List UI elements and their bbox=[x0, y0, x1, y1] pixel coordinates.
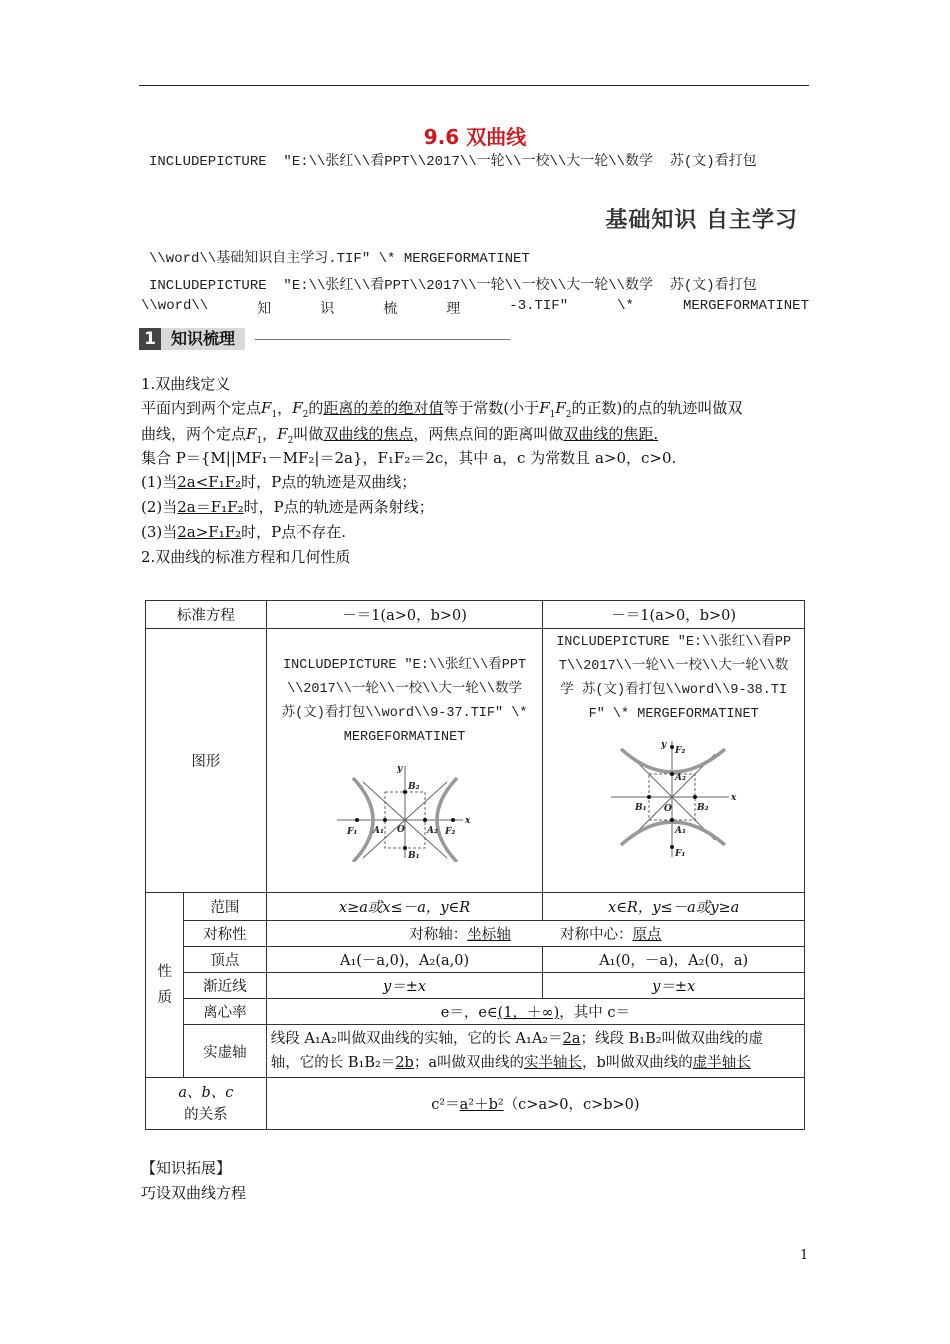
extension-text: 巧设双曲线方程 bbox=[141, 1184, 247, 1202]
section-rule bbox=[255, 339, 510, 340]
point-a2 bbox=[670, 772, 674, 776]
table-row-vertex bbox=[146, 947, 805, 973]
set-definition: 集合 P＝{M||MF₁－MF₂|＝2a}，F₁F₂＝2c，其中 a，c 为常数且 a>0，c>0. bbox=[141, 449, 677, 467]
hyperbola-horizontal-figure bbox=[335, 762, 475, 862]
case-3: (3)当2a>F₁F₂时，P点不存在. bbox=[141, 523, 347, 541]
label-x: x bbox=[730, 793, 737, 803]
label-f2: F₂ bbox=[444, 826, 455, 837]
properties-title: 2.双曲线的标准方程和几何性质 bbox=[141, 548, 351, 566]
asymptote-vertical: y＝±x bbox=[543, 973, 805, 999]
include-field-3: INCLUDEPICTURE "E:\\张红\\看PPT\\2017\\一轮\\一校\\大一轮\\数学 苏(文)看打包 bbox=[149, 278, 757, 294]
hyperbola-vertical-figure bbox=[609, 739, 739, 859]
hyperbola-properties-table bbox=[145, 600, 805, 1130]
symmetry-label: 对称性 bbox=[183, 921, 266, 947]
figure-cell-vertical bbox=[543, 629, 805, 893]
point-f2 bbox=[451, 818, 455, 822]
vertex-vertical: A₁(0，－a)，A₂(0，a) bbox=[543, 947, 805, 973]
range-vertical: x∈R，y≤－a或y≥a bbox=[543, 893, 805, 921]
include-field-2: \\word\\基础知识自主学习.TIF" \* MERGEFORMATINET bbox=[149, 251, 530, 267]
symmetry-value: 对称轴：坐标轴 对称中心：原点 bbox=[266, 921, 804, 947]
definition-line-2: 曲线，两个定点$F_1$，$F_2$叫做双曲线的焦点，两焦点间的距离叫做双曲线的焦距. bbox=[141, 425, 659, 446]
header-label: 标准方程 bbox=[146, 601, 267, 629]
eccentricity-value: e＝，e∈(1，＋∞)，其中 c＝ bbox=[266, 999, 804, 1025]
abc-label: a、b、c 的关系 bbox=[146, 1078, 267, 1130]
lower-branch bbox=[621, 822, 725, 845]
equation-horizontal: －＝1(a>0，b>0) bbox=[266, 601, 543, 629]
include-field-4: \\word\\ 知 识 梳 理 -3.TIF" \* MERGEFORMATINET bbox=[141, 298, 809, 318]
table-row-eccentricity bbox=[146, 999, 805, 1025]
asymptote-horizontal: y＝±x bbox=[266, 973, 543, 999]
point-a1 bbox=[670, 818, 674, 822]
properties-group-label: 性质 bbox=[146, 893, 184, 1078]
table-row-axes bbox=[146, 1025, 805, 1078]
label-b2: B₂ bbox=[407, 781, 420, 792]
axes-label: 实虚轴 bbox=[183, 1025, 266, 1078]
label-x: x bbox=[464, 815, 470, 826]
label-b2: B₂ bbox=[696, 803, 709, 813]
point-f1 bbox=[355, 818, 359, 822]
range-horizontal: x≥a或x≤－a，y∈R bbox=[266, 893, 543, 921]
asymptote-label: 渐近线 bbox=[183, 973, 266, 999]
point-b1 bbox=[647, 795, 651, 799]
definition-line-1: 平面内到两个定点$F_1$，$F_2$的距离的差的绝对值等于常数(小于$F_1F_2$的正数)的点的轨迹叫做双 bbox=[141, 399, 743, 420]
eccentricity-label: 离心率 bbox=[183, 999, 266, 1025]
table-row bbox=[146, 601, 805, 629]
point-b1 bbox=[403, 846, 407, 850]
label-a1: A₁ bbox=[372, 825, 384, 836]
label-f1: F₁ bbox=[674, 849, 686, 859]
extension-title: 【知识拓展】 bbox=[141, 1159, 232, 1177]
table-row-asymptote bbox=[146, 973, 805, 999]
figure-include-text-2: INCLUDEPICTURE "E:\\张红\\看PPT\\2017\\一轮\\一校\\大一轮\\数学 苏(文)看打包\\word\\9-38.TIF" \* MERGEFORMATINET bbox=[556, 635, 792, 722]
table-row bbox=[146, 629, 805, 893]
range-label: 范围 bbox=[183, 893, 266, 921]
label-b1: B₁ bbox=[407, 850, 420, 861]
label-a2: A₂ bbox=[674, 773, 686, 783]
section-heading: 基础知识 自主学习 bbox=[605, 208, 798, 233]
point-a1 bbox=[383, 818, 387, 822]
table-row-range bbox=[146, 893, 805, 921]
label-a2: A₂ bbox=[426, 825, 438, 836]
section-tag bbox=[139, 327, 510, 351]
section-label: 知识梳理 bbox=[161, 328, 245, 350]
label-a1: A₁ bbox=[674, 826, 686, 836]
label-y: y bbox=[396, 763, 402, 774]
case-1: (1)当2a<F₁F₂时，P点的轨迹是双曲线； bbox=[141, 473, 417, 491]
point-f2 bbox=[670, 745, 674, 749]
label-b1: B₁ bbox=[634, 803, 647, 813]
upper-branch bbox=[621, 749, 725, 772]
definition-title: 1.双曲线定义 bbox=[141, 375, 231, 393]
header-rule bbox=[139, 85, 809, 86]
abc-value: c²＝a²＋b²（c>a>0，c>b>0) bbox=[266, 1078, 804, 1130]
axes-value: 线段 A₁A₂叫做双曲线的实轴，它的长 A₁A₂＝2a；线段 B₁B₂叫做双曲线的虚 轴，它的长 B₁B₂＝2b；a叫做双曲线的实半轴长，b叫做双曲线的虚半轴长 bbox=[266, 1025, 804, 1078]
section-number: 1 bbox=[139, 328, 161, 350]
page-title: 9.6 双曲线 bbox=[423, 125, 527, 149]
label-o: O bbox=[396, 824, 405, 835]
page-number: 1 bbox=[800, 1248, 809, 1263]
vertex-horizontal: A₁(－a,0)，A₂(a,0) bbox=[266, 947, 543, 973]
point-b2 bbox=[403, 790, 407, 794]
vertex-label: 顶点 bbox=[183, 947, 266, 973]
table-row-symmetry bbox=[146, 921, 805, 947]
label-f2: F₂ bbox=[674, 746, 686, 756]
include-field-1: INCLUDEPICTURE "E:\\张红\\看PPT\\2017\\一轮\\一校\\大一轮\\数学 苏(文)看打包 bbox=[149, 154, 757, 170]
label-f1: F₁ bbox=[346, 826, 357, 837]
figure-label: 图形 bbox=[146, 629, 267, 893]
table-row-abc bbox=[146, 1078, 805, 1130]
figure-cell-horizontal bbox=[266, 629, 543, 893]
case-2: (2)当2a＝F₁F₂时，P点的轨迹是两条射线； bbox=[141, 498, 434, 516]
point-b2 bbox=[693, 795, 697, 799]
point-a2 bbox=[423, 818, 427, 822]
label-y: y bbox=[660, 740, 666, 750]
figure-include-text-1: INCLUDEPICTURE "E:\\张红\\看PPT\\2017\\一轮\\一校\\大一轮\\数学 苏(文)看打包\\word\\9-37.TIF" \* MERGEFORMATINET bbox=[281, 657, 528, 745]
point-f1 bbox=[670, 845, 674, 849]
label-o: O bbox=[663, 804, 672, 814]
equation-vertical: －＝1(a>0，b>0) bbox=[543, 601, 805, 629]
